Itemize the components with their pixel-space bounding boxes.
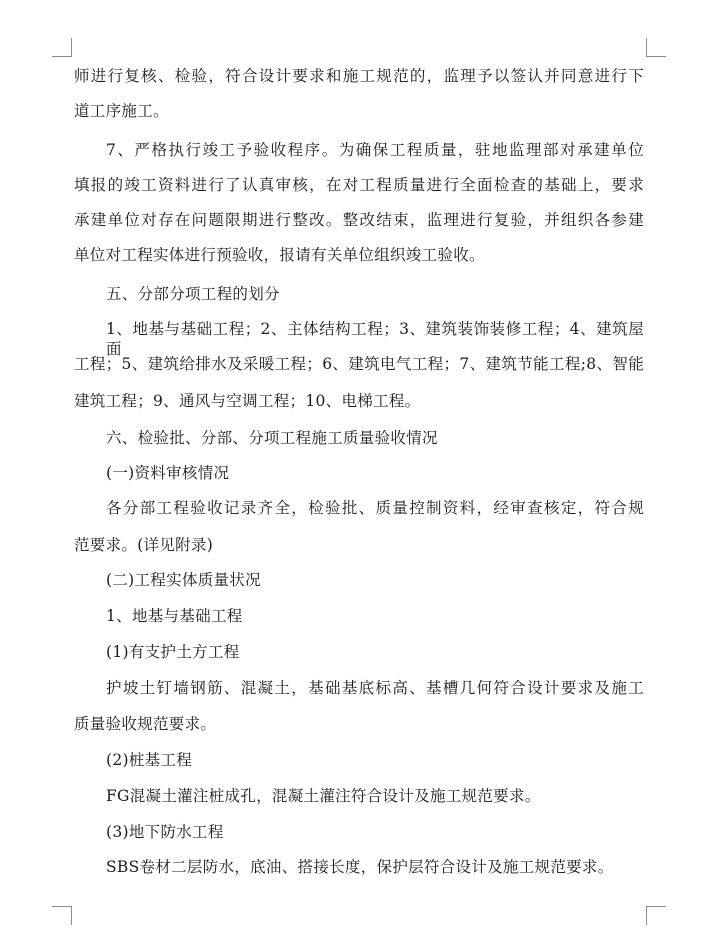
paragraph-line: 7、严格执行竣工予验收程序。为确保工程质量，驻地监理部对承建单位: [106, 141, 644, 159]
paragraph-line: 填报的竣工资料进行了认真审核，在对工程质量进行全面检查的基础上，要求: [74, 176, 644, 194]
paragraph-line: 工程；5、建筑给排水及采暖工程；6、建筑电气工程；7、建筑节能工程;8、智能: [74, 355, 644, 373]
paragraph-line: 1、地基与基础工程；2、主体结构工程；3、建筑装饰装修工程；4、建筑屋面: [106, 320, 644, 358]
paragraph-line: 范要求。(详见附录): [74, 536, 214, 554]
crop-mark-bottom-left: [52, 906, 72, 925]
paragraph-line: 单位对工程实体进行预验收，报请有关单位组织竣工验收。: [74, 246, 485, 264]
subsection-heading: 1、地基与基础工程: [106, 607, 243, 625]
paragraph-line: 建筑工程；9、通风与空调工程；10、电梯工程。: [74, 392, 421, 410]
paragraph-line: SBS卷材二层防水，底油、搭接长度，保护层符合设计及施工规范要求。: [106, 858, 614, 876]
paragraph-line: 护坡土钉墙钢筋、混凝土，基础基底标高、基槽几何符合设计要求及施工: [106, 679, 644, 697]
paragraph-line: FG混凝土灌注桩成孔，混凝土灌注符合设计及施工规范要求。: [106, 787, 541, 805]
subsection-heading: (3)地下防水工程: [106, 823, 224, 841]
crop-mark-top-right: [646, 38, 666, 57]
subsection-heading: (1)有支护土方工程: [106, 643, 240, 661]
paragraph-line: 质量验收规范要求。: [74, 715, 217, 733]
paragraph-line: 道工序施工。: [74, 102, 169, 120]
paragraph-line: 各分部工程验收记录齐全，检验批、质量控制资料，经审查核定，符合规: [106, 499, 644, 517]
paragraph-line: 承建单位对存在问题限期进行整改。整改结束，监理进行复验，并组织各参建: [74, 211, 644, 229]
crop-mark-top-left: [52, 38, 72, 57]
section-heading: 五、分部分项工程的划分: [106, 285, 280, 303]
crop-mark-bottom-right: [646, 906, 666, 925]
subsection-heading: (2)桩基工程: [106, 751, 193, 769]
subsection-heading: (一)资料审核情况: [106, 464, 230, 482]
subsection-heading: (二)工程实体质量状况: [106, 571, 261, 589]
paragraph-line: 师进行复核、检验，符合设计要求和施工规范的，监理予以签认并同意进行下: [74, 67, 644, 85]
section-heading: 六、检验批、分部、分项工程施工质量验收情况: [106, 429, 438, 447]
